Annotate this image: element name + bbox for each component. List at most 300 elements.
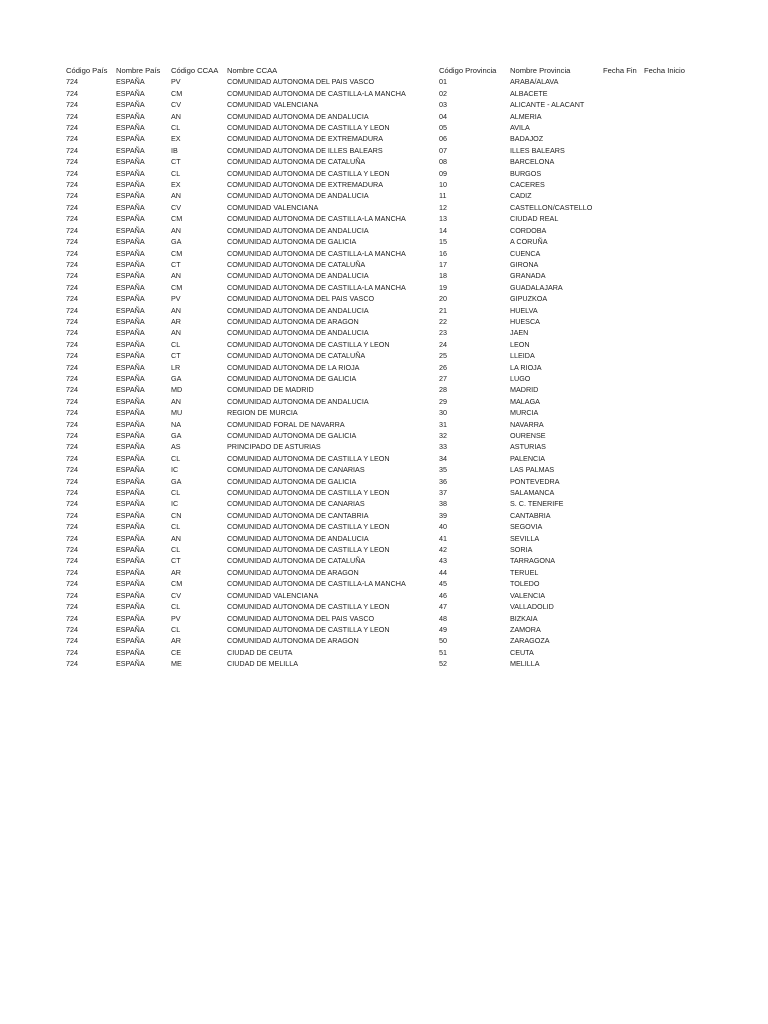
cell-nombre-ccaa: COMUNIDAD AUTONOMA DE CASTILLA Y LEON: [227, 522, 390, 532]
table-row: [64, 578, 698, 589]
cell-fecha-inicio: [642, 635, 698, 646]
cell-codigo-provincia: 14: [439, 225, 447, 235]
table-row: [64, 179, 698, 190]
cell-fecha-fin: [601, 647, 642, 658]
cell-fecha-inicio: [642, 510, 698, 521]
table-row: [64, 270, 698, 281]
cell-nombre-provincia: ILLES BALEARS: [510, 145, 565, 155]
cell-codigo-pais: 724: [66, 533, 78, 543]
table-header-row: [64, 65, 698, 76]
cell-fecha-fin: [601, 624, 642, 635]
table-row: [64, 76, 698, 87]
cell-codigo-provincia: 22: [439, 316, 447, 326]
cell-nombre-provincia: MELILLA: [510, 659, 540, 669]
cell-nombre-provincia: NAVARRA: [510, 419, 544, 429]
table-row: [64, 635, 698, 646]
cell-nombre-provincia: TOLEDO: [510, 579, 540, 589]
cell-codigo-ccaa: CL: [171, 453, 181, 463]
cell-nombre-pais: ESPAÑA: [116, 294, 145, 304]
cell-codigo-ccaa: AS: [171, 442, 181, 452]
cell-nombre-pais: ESPAÑA: [116, 191, 145, 201]
cell-fecha-fin: [601, 498, 642, 509]
table-row: [64, 168, 698, 179]
cell-fecha-inicio: [642, 613, 698, 624]
cell-nombre-ccaa: COMUNIDAD AUTONOMA DE CASTILLA Y LEON: [227, 123, 390, 133]
cell-nombre-pais: ESPAÑA: [116, 100, 145, 110]
table-row: [64, 647, 698, 658]
cell-nombre-pais: ESPAÑA: [116, 282, 145, 292]
cell-fecha-inicio: [642, 236, 698, 247]
cell-fecha-inicio: [642, 305, 698, 316]
cell-fecha-inicio: [642, 555, 698, 566]
cell-codigo-pais: 724: [66, 647, 78, 657]
cell-nombre-ccaa: COMUNIDAD AUTONOMA DE CASTILLA Y LEON: [227, 624, 390, 634]
cell-fecha-inicio: [642, 270, 698, 281]
cell-fecha-inicio: [642, 533, 698, 544]
cell-codigo-pais: 724: [66, 305, 78, 315]
cell-nombre-provincia: LAS PALMAS: [510, 465, 555, 475]
cell-codigo-pais: 724: [66, 590, 78, 600]
cell-nombre-provincia: VALLADOLID: [510, 602, 554, 612]
cell-fecha-inicio: [642, 76, 698, 87]
table-row: [64, 111, 698, 122]
cell-codigo-ccaa: AN: [171, 305, 181, 315]
cell-nombre-ccaa: COMUNIDAD AUTONOMA DE ARAGON: [227, 316, 359, 326]
cell-codigo-provincia: 47: [439, 602, 447, 612]
cell-codigo-pais: 724: [66, 465, 78, 475]
cell-codigo-provincia: 33: [439, 442, 447, 452]
table-row: [64, 613, 698, 624]
cell-nombre-pais: ESPAÑA: [116, 271, 145, 281]
cell-fecha-inicio: [642, 145, 698, 156]
cell-nombre-provincia: BARCELONA: [510, 157, 555, 167]
cell-nombre-provincia: LEON: [510, 339, 530, 349]
cell-fecha-inicio: [642, 441, 698, 452]
cell-codigo-ccaa: EX: [171, 134, 181, 144]
cell-codigo-pais: 724: [66, 157, 78, 167]
cell-fecha-inicio: [642, 578, 698, 589]
cell-nombre-ccaa: COMUNIDAD AUTONOMA DE CATALUÑA: [227, 556, 366, 566]
cell-codigo-provincia: 19: [439, 282, 447, 292]
cell-codigo-ccaa: AR: [171, 636, 181, 646]
cell-codigo-ccaa: CL: [171, 602, 181, 612]
cell-fecha-inicio: [642, 133, 698, 144]
table-row: [64, 339, 698, 350]
cell-codigo-ccaa: CM: [171, 88, 183, 98]
cell-fecha-fin: [601, 213, 642, 224]
cell-fecha-inicio: [642, 225, 698, 236]
cell-codigo-ccaa: MU: [171, 408, 183, 418]
cell-nombre-pais: ESPAÑA: [116, 77, 145, 87]
cell-nombre-pais: ESPAÑA: [116, 259, 145, 269]
cell-nombre-pais: ESPAÑA: [116, 647, 145, 657]
cell-fecha-fin: [601, 453, 642, 464]
cell-nombre-pais: ESPAÑA: [116, 237, 145, 247]
cell-codigo-ccaa: AN: [171, 225, 181, 235]
table-row: [64, 327, 698, 338]
cell-fecha-inicio: [642, 601, 698, 612]
cell-codigo-ccaa: GA: [171, 476, 182, 486]
cell-codigo-pais: 724: [66, 191, 78, 201]
cell-nombre-provincia: MALAGA: [510, 396, 540, 406]
cell-fecha-inicio: [642, 213, 698, 224]
cell-nombre-provincia: ASTURIAS: [510, 442, 546, 452]
cell-fecha-inicio: [642, 362, 698, 373]
table-row: [64, 441, 698, 452]
cell-nombre-ccaa: COMUNIDAD AUTONOMA DE CANARIAS: [227, 499, 365, 509]
cell-fecha-fin: [601, 510, 642, 521]
cell-codigo-pais: 724: [66, 442, 78, 452]
cell-codigo-provincia: 08: [439, 157, 447, 167]
cell-codigo-provincia: 13: [439, 214, 447, 224]
table-row: [64, 396, 698, 407]
cell-nombre-pais: ESPAÑA: [116, 613, 145, 623]
cell-nombre-pais: ESPAÑA: [116, 134, 145, 144]
cell-codigo-provincia: 17: [439, 259, 447, 269]
cell-nombre-ccaa: COMUNIDAD AUTONOMA DE CASTILLA Y LEON: [227, 488, 390, 498]
header-codigo-ccaa: Código CCAA: [171, 66, 219, 75]
cell-codigo-provincia: 45: [439, 579, 447, 589]
cell-fecha-fin: [601, 316, 642, 327]
cell-fecha-fin: [601, 179, 642, 190]
cell-nombre-provincia: ARABA/ALAVA: [510, 77, 559, 87]
cell-codigo-ccaa: AR: [171, 567, 181, 577]
cell-fecha-inicio: [642, 544, 698, 555]
cell-nombre-ccaa: COMUNIDAD AUTONOMA DE EXTREMADURA: [227, 180, 384, 190]
cell-nombre-provincia: CASTELLON/CASTELLO: [510, 202, 593, 212]
cell-nombre-pais: ESPAÑA: [116, 351, 145, 361]
cell-fecha-inicio: [642, 658, 698, 669]
cell-codigo-ccaa: CM: [171, 214, 183, 224]
cell-codigo-provincia: 07: [439, 145, 447, 155]
cell-nombre-ccaa: COMUNIDAD AUTONOMA DE GALICIA: [227, 476, 357, 486]
cell-nombre-ccaa: COMUNIDAD AUTONOMA DE ANDALUCIA: [227, 191, 369, 201]
cell-fecha-inicio: [642, 293, 698, 304]
cell-fecha-inicio: [642, 590, 698, 601]
cell-codigo-ccaa: CM: [171, 248, 183, 258]
cell-fecha-fin: [601, 111, 642, 122]
cell-nombre-provincia: LUGO: [510, 373, 531, 383]
cell-nombre-provincia: MADRID: [510, 385, 539, 395]
cell-codigo-ccaa: CV: [171, 100, 181, 110]
cell-codigo-ccaa: PV: [171, 294, 181, 304]
cell-fecha-fin: [601, 305, 642, 316]
cell-codigo-ccaa: EX: [171, 180, 181, 190]
cell-codigo-pais: 724: [66, 225, 78, 235]
cell-nombre-pais: ESPAÑA: [116, 214, 145, 224]
cell-fecha-inicio: [642, 259, 698, 270]
cell-nombre-ccaa: COMUNIDAD AUTONOMA DE CASTILLA-LA MANCHA: [227, 248, 406, 258]
cell-nombre-pais: ESPAÑA: [116, 431, 145, 440]
cell-codigo-pais: 724: [66, 351, 78, 361]
table-row: [64, 248, 698, 259]
cell-fecha-fin: [601, 533, 642, 544]
cell-nombre-ccaa: COMUNIDAD VALENCIANA: [227, 100, 319, 110]
cell-nombre-ccaa: COMUNIDAD AUTONOMA DE CASTILLA Y LEON: [227, 453, 390, 463]
cell-fecha-inicio: [642, 179, 698, 190]
cell-fecha-fin: [601, 658, 642, 669]
cell-codigo-provincia: 02: [439, 88, 447, 98]
cell-nombre-ccaa: COMUNIDAD AUTONOMA DE CANTABRIA: [227, 510, 369, 520]
cell-codigo-provincia: 05: [439, 123, 447, 133]
cell-codigo-ccaa: IB: [171, 145, 178, 155]
cell-fecha-fin: [601, 282, 642, 293]
cell-nombre-provincia: CADIZ: [510, 191, 532, 201]
cell-codigo-provincia: 48: [439, 613, 447, 623]
cell-nombre-ccaa: COMUNIDAD AUTONOMA DE CASTILLA Y LEON: [227, 339, 390, 349]
cell-codigo-ccaa: CT: [171, 351, 181, 361]
cell-fecha-fin: [601, 327, 642, 338]
cell-fecha-fin: [601, 156, 642, 167]
cell-fecha-inicio: [642, 282, 698, 293]
cell-nombre-pais: ESPAÑA: [116, 305, 145, 315]
cell-codigo-provincia: 51: [439, 647, 447, 657]
cell-fecha-fin: [601, 350, 642, 361]
provinces-table: [64, 65, 698, 670]
cell-codigo-pais: 724: [66, 510, 78, 520]
cell-codigo-pais: 724: [66, 214, 78, 224]
cell-nombre-pais: ESPAÑA: [116, 202, 145, 212]
cell-nombre-pais: ESPAÑA: [116, 248, 145, 258]
cell-nombre-pais: ESPAÑA: [116, 111, 145, 121]
cell-nombre-provincia: SALAMANCA: [510, 488, 555, 498]
cell-codigo-ccaa: CM: [171, 282, 183, 292]
cell-fecha-inicio: [642, 350, 698, 361]
header-nombre-ccaa: Nombre CCAA: [227, 66, 278, 75]
cell-nombre-provincia: GRANADA: [510, 271, 546, 281]
cell-fecha-inicio: [642, 453, 698, 464]
cell-codigo-pais: 724: [66, 522, 78, 532]
cell-codigo-provincia: 50: [439, 636, 447, 646]
cell-codigo-provincia: 15: [439, 237, 447, 247]
cell-codigo-pais: 724: [66, 419, 78, 429]
cell-fecha-inicio: [642, 168, 698, 179]
cell-nombre-provincia: PALENCIA: [510, 453, 546, 463]
cell-nombre-ccaa: COMUNIDAD AUTONOMA DE GALICIA: [227, 373, 357, 383]
cell-nombre-ccaa: COMUNIDAD AUTONOMA DE CASTILLA-LA MANCHA: [227, 88, 406, 98]
table-row: [64, 453, 698, 464]
cell-nombre-ccaa: COMUNIDAD AUTONOMA DE ANDALUCIA: [227, 305, 369, 315]
cell-codigo-pais: 724: [66, 385, 78, 395]
cell-nombre-pais: ESPAÑA: [116, 476, 145, 486]
cell-codigo-provincia: 49: [439, 624, 447, 634]
cell-codigo-provincia: 39: [439, 510, 447, 520]
cell-fecha-inicio: [642, 88, 698, 99]
cell-fecha-inicio: [642, 248, 698, 259]
cell-fecha-inicio: [642, 202, 698, 213]
cell-fecha-fin: [601, 248, 642, 259]
cell-codigo-ccaa: AN: [171, 396, 181, 406]
table-row: [64, 225, 698, 236]
cell-nombre-ccaa: COMUNIDAD AUTONOMA DE CASTILLA-LA MANCHA: [227, 214, 406, 224]
cell-codigo-provincia: 01: [439, 77, 447, 87]
cell-nombre-pais: ESPAÑA: [116, 316, 145, 326]
cell-codigo-pais: 724: [66, 431, 78, 440]
cell-fecha-fin: [601, 578, 642, 589]
cell-codigo-ccaa: CL: [171, 168, 181, 178]
cell-codigo-pais: 724: [66, 453, 78, 463]
cell-nombre-ccaa: COMUNIDAD AUTONOMA DE CATALUÑA: [227, 259, 366, 269]
cell-nombre-ccaa: COMUNIDAD AUTONOMA DE CANARIAS: [227, 465, 365, 475]
table-row: [64, 590, 698, 601]
cell-nombre-ccaa: COMUNIDAD AUTONOMA DE GALICIA: [227, 237, 357, 247]
table-row: [64, 145, 698, 156]
cell-codigo-provincia: 26: [439, 362, 447, 372]
table-row: [64, 99, 698, 110]
cell-codigo-pais: 724: [66, 145, 78, 155]
cell-codigo-provincia: 46: [439, 590, 447, 600]
cell-nombre-pais: ESPAÑA: [116, 602, 145, 612]
cell-codigo-ccaa: PV: [171, 77, 181, 87]
cell-nombre-pais: ESPAÑA: [116, 123, 145, 133]
cell-codigo-pais: 724: [66, 248, 78, 258]
cell-nombre-ccaa: REGION DE MURCIA: [227, 408, 298, 418]
cell-nombre-ccaa: PRINCIPADO DE ASTURIAS: [227, 442, 321, 452]
cell-nombre-ccaa: COMUNIDAD AUTONOMA DE ARAGON: [227, 636, 359, 646]
table-row: [64, 567, 698, 578]
header-fecha-fin: Fecha Fin: [603, 66, 637, 75]
cell-nombre-provincia: LA RIOJA: [510, 362, 542, 372]
cell-codigo-ccaa: AN: [171, 191, 181, 201]
cell-nombre-provincia: BIZKAIA: [510, 613, 538, 623]
cell-nombre-pais: ESPAÑA: [116, 373, 145, 383]
cell-codigo-pais: 724: [66, 180, 78, 190]
cell-fecha-inicio: [642, 624, 698, 635]
cell-nombre-pais: ESPAÑA: [116, 590, 145, 600]
table-row: [64, 601, 698, 612]
cell-nombre-ccaa: COMUNIDAD AUTONOMA DEL PAIS VASCO: [227, 294, 375, 304]
cell-codigo-provincia: 20: [439, 294, 447, 304]
table-row: [64, 316, 698, 327]
cell-codigo-provincia: 12: [439, 202, 447, 212]
cell-fecha-fin: [601, 88, 642, 99]
table-row: [64, 555, 698, 566]
cell-codigo-ccaa: GA: [171, 373, 182, 383]
cell-nombre-provincia: BADAJOZ: [510, 134, 544, 144]
cell-nombre-provincia: SORIA: [510, 545, 533, 555]
cell-codigo-pais: 724: [66, 168, 78, 178]
table-row: [64, 282, 698, 293]
table-row: [64, 362, 698, 373]
cell-codigo-ccaa: GA: [171, 237, 182, 247]
cell-nombre-provincia: CUENCA: [510, 248, 541, 258]
cell-nombre-pais: ESPAÑA: [116, 328, 145, 338]
cell-fecha-inicio: [642, 373, 698, 384]
cell-nombre-ccaa: COMUNIDAD VALENCIANA: [227, 202, 319, 212]
cell-codigo-pais: 724: [66, 579, 78, 589]
cell-codigo-provincia: 43: [439, 556, 447, 566]
cell-nombre-provincia: CACERES: [510, 180, 545, 190]
cell-codigo-pais: 724: [66, 111, 78, 121]
cell-codigo-provincia: 09: [439, 168, 447, 178]
cell-nombre-ccaa: CIUDAD DE MELILLA: [227, 659, 299, 669]
cell-fecha-fin: [601, 168, 642, 179]
cell-nombre-ccaa: COMUNIDAD AUTONOMA DE CASTILLA-LA MANCHA: [227, 579, 406, 589]
cell-fecha-fin: [601, 259, 642, 270]
cell-codigo-provincia: 42: [439, 545, 447, 555]
cell-codigo-pais: 724: [66, 488, 78, 498]
cell-codigo-provincia: 25: [439, 351, 447, 361]
cell-codigo-provincia: 23: [439, 328, 447, 338]
cell-codigo-pais: 724: [66, 556, 78, 566]
cell-codigo-ccaa: CT: [171, 157, 181, 167]
cell-fecha-inicio: [642, 190, 698, 201]
cell-nombre-provincia: CIUDAD REAL: [510, 214, 559, 224]
cell-fecha-inicio: [642, 156, 698, 167]
cell-nombre-pais: ESPAÑA: [116, 522, 145, 532]
cell-codigo-ccaa: CT: [171, 259, 181, 269]
table-row: [64, 122, 698, 133]
cell-codigo-ccaa: NA: [171, 419, 181, 429]
cell-codigo-provincia: 21: [439, 305, 447, 315]
cell-nombre-pais: ESPAÑA: [116, 180, 145, 190]
cell-codigo-provincia: 32: [439, 431, 447, 440]
cell-nombre-ccaa: COMUNIDAD AUTONOMA DE ANDALUCIA: [227, 328, 369, 338]
cell-nombre-pais: ESPAÑA: [116, 579, 145, 589]
cell-nombre-provincia: HUELVA: [510, 305, 538, 315]
table-row: [64, 213, 698, 224]
cell-fecha-inicio: [642, 339, 698, 350]
cell-fecha-inicio: [642, 498, 698, 509]
cell-nombre-ccaa: COMUNIDAD AUTONOMA DE CASTILLA Y LEON: [227, 602, 390, 612]
cell-fecha-fin: [601, 613, 642, 624]
cell-fecha-fin: [601, 202, 642, 213]
cell-nombre-pais: ESPAÑA: [116, 510, 145, 520]
cell-codigo-ccaa: CL: [171, 339, 181, 349]
cell-codigo-ccaa: CV: [171, 202, 181, 212]
cell-codigo-provincia: 35: [439, 465, 447, 475]
cell-nombre-pais: ESPAÑA: [116, 499, 145, 509]
table-row: [64, 510, 698, 521]
cell-nombre-ccaa: COMUNIDAD AUTONOMA DE CASTILLA Y LEON: [227, 168, 390, 178]
cell-fecha-fin: [601, 407, 642, 418]
cell-codigo-provincia: 37: [439, 488, 447, 498]
cell-nombre-provincia: TERUEL: [510, 567, 539, 577]
cell-nombre-provincia: PONTEVEDRA: [510, 476, 560, 486]
cell-nombre-provincia: ZAMORA: [510, 624, 541, 634]
cell-codigo-provincia: 11: [439, 191, 447, 201]
cell-codigo-pais: 724: [66, 476, 78, 486]
cell-nombre-pais: ESPAÑA: [116, 442, 145, 452]
cell-nombre-provincia: GUADALAJARA: [510, 282, 563, 292]
cell-codigo-pais: 724: [66, 134, 78, 144]
cell-nombre-provincia: CANTABRIA: [510, 510, 551, 520]
cell-nombre-provincia: VALENCIA: [510, 590, 546, 600]
table-row: [64, 624, 698, 635]
cell-codigo-pais: 724: [66, 123, 78, 133]
table-row: [64, 407, 698, 418]
cell-codigo-ccaa: CL: [171, 624, 181, 634]
cell-fecha-inicio: [642, 122, 698, 133]
cell-fecha-fin: [601, 145, 642, 156]
cell-nombre-ccaa: COMUNIDAD AUTONOMA DE CASTILLA-LA MANCHA: [227, 282, 406, 292]
cell-fecha-fin: [601, 521, 642, 532]
cell-codigo-ccaa: CL: [171, 123, 181, 133]
cell-codigo-ccaa: AN: [171, 328, 181, 338]
cell-fecha-inicio: [642, 419, 698, 430]
cell-fecha-inicio: [642, 567, 698, 578]
cell-codigo-pais: 724: [66, 545, 78, 555]
cell-codigo-provincia: 52: [439, 659, 447, 669]
cell-fecha-fin: [601, 236, 642, 247]
cell-nombre-pais: ESPAÑA: [116, 465, 145, 475]
cell-fecha-fin: [601, 122, 642, 133]
table-row: [64, 293, 698, 304]
table-row: [64, 156, 698, 167]
cell-nombre-provincia: LLEIDA: [510, 351, 535, 361]
header-codigo-provincia: Código Provincia: [439, 66, 497, 75]
cell-fecha-inicio: [642, 476, 698, 487]
